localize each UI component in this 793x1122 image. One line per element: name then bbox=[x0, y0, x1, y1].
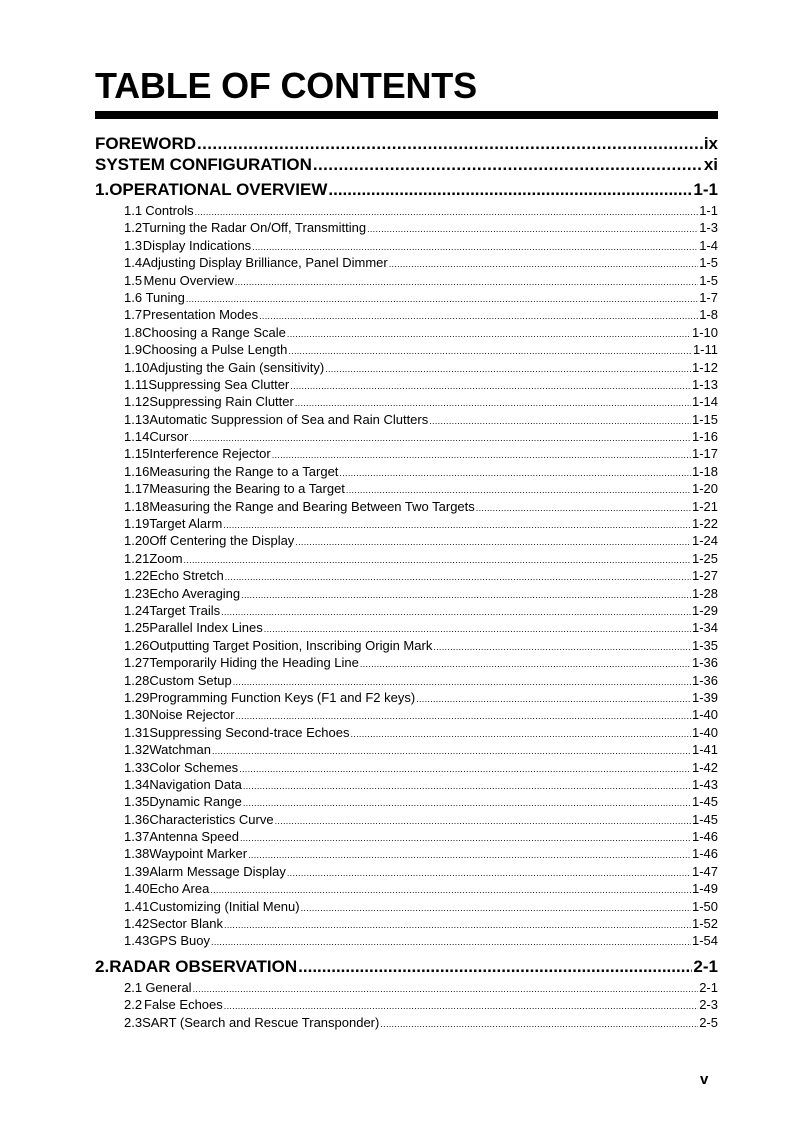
section-page: 1-34 bbox=[691, 620, 718, 636]
section-title: Turning the Radar On/Off, Transmitting bbox=[142, 220, 367, 236]
section-page: 1-13 bbox=[691, 376, 718, 392]
toc-section-entry[interactable] bbox=[95, 306, 718, 323]
chapter-page: 2-1 bbox=[693, 956, 718, 976]
section-title: Parallel Index Lines bbox=[149, 620, 263, 636]
section-title: Automatic Suppression of Sea and Rain Clutters bbox=[149, 411, 429, 427]
toc-section-entry[interactable] bbox=[95, 996, 718, 1013]
section-number: 1.28 bbox=[124, 672, 150, 688]
section-title: Programming Function Keys (F1 and F2 keys) bbox=[149, 689, 416, 705]
section-title: Watchman bbox=[149, 742, 211, 758]
toc-section-entry[interactable] bbox=[95, 880, 718, 897]
section-number: 1.24 bbox=[124, 602, 150, 618]
toc-section-entry[interactable] bbox=[95, 672, 718, 689]
section-page: 1-29 bbox=[691, 602, 718, 618]
section-number: 1.37 bbox=[124, 829, 150, 845]
section-page: 1-5 bbox=[699, 272, 718, 288]
section-page: 1-10 bbox=[691, 324, 718, 340]
toc-section-entry[interactable] bbox=[95, 393, 718, 410]
section-number: 1.20 bbox=[124, 533, 150, 549]
chapter-title: RADAR OBSERVATION bbox=[109, 956, 298, 976]
section-title: Customizing (Initial Menu) bbox=[149, 898, 300, 914]
section-page: 1-43 bbox=[691, 776, 718, 792]
section-title: Waypoint Marker bbox=[149, 846, 248, 862]
section-page: 1-8 bbox=[699, 307, 718, 323]
toc-section-entry[interactable] bbox=[95, 741, 718, 758]
section-number: 1.31 bbox=[124, 724, 150, 740]
section-title: Outputting Target Position, Inscribing Origin Mark bbox=[149, 637, 433, 653]
section-page: 1-35 bbox=[691, 637, 718, 653]
title-rule bbox=[95, 111, 718, 119]
section-title: Color Schemes bbox=[149, 759, 239, 775]
section-page: 1-4 bbox=[699, 237, 718, 253]
section-number: 1.23 bbox=[124, 585, 150, 601]
section-title: Choosing a Range Scale bbox=[142, 324, 286, 340]
section-title: Dynamic Range bbox=[149, 794, 242, 810]
section-number: 1.33 bbox=[124, 759, 150, 775]
section-title: False Echoes bbox=[144, 997, 223, 1013]
chapter-1-sections bbox=[95, 202, 718, 950]
dot-leader bbox=[197, 133, 703, 154]
toc-entry-system-configuration[interactable] bbox=[95, 154, 718, 175]
toc-section-entry[interactable] bbox=[95, 602, 718, 619]
section-page: 1-47 bbox=[691, 863, 718, 879]
section-number: 1.1 bbox=[124, 203, 143, 218]
toc-section-entry[interactable] bbox=[95, 567, 718, 584]
dot-leader bbox=[313, 154, 703, 175]
toc-section-entry[interactable] bbox=[95, 724, 718, 741]
section-page: 1-18 bbox=[691, 463, 718, 479]
section-title: Presentation Modes bbox=[142, 307, 259, 323]
section-title: GPS Buoy bbox=[149, 933, 211, 949]
chapter-number: 1. bbox=[95, 180, 110, 199]
section-page: 1-54 bbox=[691, 933, 718, 949]
section-number: 1.12 bbox=[124, 394, 150, 410]
section-page: 1-11 bbox=[692, 342, 718, 358]
section-page: 1-45 bbox=[691, 811, 718, 827]
section-title: Navigation Data bbox=[149, 776, 242, 792]
section-title: Antenna Speed bbox=[149, 829, 239, 845]
section-number: 1.9 bbox=[124, 342, 143, 358]
toc-section-entry[interactable] bbox=[95, 845, 718, 862]
toc-section-entry[interactable] bbox=[95, 219, 718, 236]
entry-page: ix bbox=[703, 134, 718, 153]
dot-leader bbox=[211, 932, 691, 951]
toc-section-entry[interactable] bbox=[95, 863, 718, 880]
section-number: 1.7 bbox=[124, 307, 143, 323]
section-number: 2.3 bbox=[124, 1014, 143, 1030]
section-page: 1-42 bbox=[691, 759, 718, 775]
section-number: 1.29 bbox=[124, 689, 150, 705]
toc-section-entry[interactable] bbox=[95, 428, 718, 445]
section-title: Measuring the Range to a Target bbox=[149, 463, 339, 479]
chapter-title: OPERATIONAL OVERVIEW bbox=[109, 180, 328, 199]
section-number: 1.14 bbox=[124, 429, 150, 445]
toc-section-entry[interactable] bbox=[95, 706, 718, 723]
toc-entry-foreword[interactable] bbox=[95, 133, 718, 154]
section-title: Menu Overview bbox=[143, 272, 234, 288]
section-page: 1-40 bbox=[691, 707, 718, 723]
section-number: 1.32 bbox=[124, 742, 150, 758]
page-title: TABLE OF CONTENTS bbox=[95, 65, 477, 106]
toc-section-entry[interactable] bbox=[95, 898, 718, 915]
section-page: 1-16 bbox=[691, 429, 718, 445]
toc-section-entry[interactable] bbox=[95, 828, 718, 845]
toc-section-entry[interactable] bbox=[95, 654, 718, 671]
toc-chapter-2[interactable] bbox=[95, 956, 718, 978]
chapter-2-sections bbox=[95, 979, 718, 1031]
section-title: Temporarily Hiding the Heading Line bbox=[149, 655, 359, 671]
toc-section-entry[interactable] bbox=[95, 254, 718, 271]
dot-leader bbox=[328, 179, 692, 201]
section-title: Alarm Message Display bbox=[149, 863, 286, 879]
section-title: General bbox=[145, 979, 192, 995]
section-title: Display Indications bbox=[142, 237, 252, 253]
toc-chapter-1[interactable] bbox=[95, 179, 718, 201]
section-number: 1.21 bbox=[124, 550, 150, 566]
toc-section-entry[interactable] bbox=[95, 237, 718, 254]
section-page: 1-5 bbox=[699, 255, 718, 271]
section-number: 1.8 bbox=[124, 324, 143, 340]
dot-leader bbox=[380, 1014, 698, 1033]
section-number: 1.22 bbox=[124, 568, 150, 584]
section-page: 1-28 bbox=[691, 585, 718, 601]
section-number: 1.43 bbox=[124, 933, 150, 949]
toc-section-entry[interactable] bbox=[95, 376, 718, 393]
section-number: 1.6 bbox=[124, 289, 143, 305]
toc-section-entry[interactable] bbox=[95, 411, 718, 428]
section-title: Controls bbox=[145, 203, 194, 218]
section-number: 1.16 bbox=[124, 463, 150, 479]
section-number: 1.35 bbox=[124, 794, 150, 810]
section-page: 1-21 bbox=[691, 498, 718, 514]
section-number: 1.11 bbox=[124, 376, 149, 392]
section-number: 1.40 bbox=[124, 881, 150, 897]
section-title: Echo Stretch bbox=[149, 568, 224, 584]
chapter-page: 1-1 bbox=[693, 180, 718, 199]
toc-section-entry[interactable] bbox=[95, 793, 718, 810]
section-title: Noise Rejector bbox=[149, 707, 235, 723]
section-number: 1.26 bbox=[124, 637, 150, 653]
section-number: 1.36 bbox=[124, 811, 150, 827]
toc-section-entry[interactable] bbox=[95, 289, 718, 306]
section-title: Measuring the Range and Bearing Between Two Targets bbox=[149, 498, 475, 514]
section-number: 1.10 bbox=[124, 359, 150, 375]
toc-section-entry[interactable] bbox=[95, 359, 718, 376]
section-title: Echo Averaging bbox=[149, 585, 241, 601]
section-page: 1-27 bbox=[691, 568, 718, 584]
chapter-number: 2. bbox=[95, 956, 110, 976]
toc-section-entry[interactable] bbox=[95, 585, 718, 602]
section-title: Target Alarm bbox=[149, 516, 223, 532]
toc-section-entry[interactable] bbox=[95, 979, 718, 996]
section-page: 1-46 bbox=[691, 829, 718, 845]
toc-section-entry[interactable] bbox=[95, 550, 718, 567]
section-page: 1-52 bbox=[691, 916, 718, 932]
section-number: 1.25 bbox=[124, 620, 150, 636]
toc-section-entry[interactable] bbox=[95, 324, 718, 341]
section-number: 1.42 bbox=[124, 916, 150, 932]
section-page: 1-46 bbox=[691, 846, 718, 862]
toc-section-entry[interactable] bbox=[95, 637, 718, 654]
section-number: 1.5 bbox=[124, 272, 143, 288]
section-number: 1.30 bbox=[124, 707, 150, 723]
section-page: 1-1 bbox=[699, 203, 718, 218]
section-page: 2-3 bbox=[699, 997, 718, 1013]
section-title: Cursor bbox=[149, 429, 189, 445]
section-page: 1-40 bbox=[691, 724, 718, 740]
section-number: 1.18 bbox=[124, 498, 150, 514]
section-title: SART (Search and Rescue Transponder) bbox=[142, 1014, 380, 1030]
toc-section-entry[interactable] bbox=[95, 202, 718, 219]
section-number: 1.15 bbox=[124, 446, 150, 462]
section-number: 1.19 bbox=[124, 516, 150, 532]
toc-section-entry[interactable] bbox=[95, 932, 718, 949]
section-number: 2.1 bbox=[124, 979, 143, 995]
toc-section-entry[interactable] bbox=[95, 1014, 718, 1031]
section-page: 1-49 bbox=[691, 881, 718, 897]
section-title: Suppressing Second-trace Echoes bbox=[149, 724, 350, 740]
toc-section-entry[interactable] bbox=[95, 689, 718, 706]
toc-section-entry[interactable] bbox=[95, 759, 718, 776]
section-title: Echo Area bbox=[149, 881, 210, 897]
section-page: 1-15 bbox=[691, 411, 718, 427]
section-title: Characteristics Curve bbox=[149, 811, 274, 827]
toc-section-entry[interactable] bbox=[95, 811, 718, 828]
section-title: Measuring the Bearing to a Target bbox=[149, 481, 345, 497]
section-number: 1.27 bbox=[124, 655, 150, 671]
section-page: 1-36 bbox=[691, 672, 718, 688]
section-title: Suppressing Sea Clutter bbox=[148, 376, 290, 392]
section-title: Sector Blank bbox=[149, 916, 224, 932]
toc-section-entry[interactable] bbox=[95, 272, 718, 289]
toc-section-entry[interactable] bbox=[95, 445, 718, 462]
section-page: 1-41 bbox=[691, 742, 718, 758]
section-number: 1.41 bbox=[124, 898, 150, 914]
section-title: Custom Setup bbox=[149, 672, 232, 688]
section-title: Adjusting the Gain (sensitivity) bbox=[149, 359, 325, 375]
entry-title: SYSTEM CONFIGURATION bbox=[95, 155, 312, 174]
section-number: 1.38 bbox=[124, 846, 150, 862]
section-page: 1-45 bbox=[691, 794, 718, 810]
section-page: 1-12 bbox=[691, 359, 718, 375]
section-page: 2-1 bbox=[699, 979, 718, 995]
dot-leader bbox=[298, 956, 692, 978]
toc-section-entry[interactable] bbox=[95, 498, 718, 515]
section-title: Adjusting Display Brilliance, Panel Dimmer bbox=[142, 255, 388, 271]
toc-section-entry[interactable] bbox=[95, 915, 718, 932]
section-page: 1-3 bbox=[699, 220, 718, 236]
section-page: 1-14 bbox=[691, 394, 718, 410]
toc-section-entry[interactable] bbox=[95, 619, 718, 636]
section-page: 1-39 bbox=[691, 689, 718, 705]
toc-section-entry[interactable] bbox=[95, 776, 718, 793]
section-number: 1.13 bbox=[124, 411, 150, 427]
section-page: 2-5 bbox=[699, 1014, 718, 1030]
section-page: 1-20 bbox=[691, 481, 718, 497]
section-page: 1-17 bbox=[691, 446, 718, 462]
section-title: Tuning bbox=[145, 289, 185, 305]
section-title: Target Trails bbox=[149, 602, 221, 618]
section-number: 1.17 bbox=[124, 481, 150, 497]
page-number: v bbox=[700, 1071, 709, 1088]
entry-page: xi bbox=[703, 155, 718, 174]
entry-title: FOREWORD bbox=[95, 134, 197, 153]
section-title: Suppressing Rain Clutter bbox=[149, 394, 294, 410]
section-page: 1-24 bbox=[691, 533, 718, 549]
section-number: 1.34 bbox=[124, 776, 150, 792]
section-page: 1-50 bbox=[691, 898, 718, 914]
toc-section-entry[interactable] bbox=[95, 515, 718, 532]
section-page: 1-25 bbox=[691, 550, 718, 566]
toc bbox=[95, 133, 718, 1031]
section-number: 1.2 bbox=[124, 220, 143, 236]
toc-section-entry[interactable] bbox=[95, 532, 718, 549]
section-title: Off Centering the Display bbox=[149, 533, 295, 549]
toc-section-entry[interactable] bbox=[95, 480, 718, 497]
section-page: 1-36 bbox=[691, 655, 718, 671]
toc-section-entry[interactable] bbox=[95, 463, 718, 480]
section-number: 2.2 bbox=[124, 997, 143, 1013]
section-number: 1.39 bbox=[124, 863, 150, 879]
section-page: 1-22 bbox=[691, 516, 718, 532]
section-number: 1.3 bbox=[124, 237, 143, 253]
section-title: Interference Rejector bbox=[149, 446, 271, 462]
section-page: 1-7 bbox=[699, 289, 718, 305]
toc-section-entry[interactable] bbox=[95, 341, 718, 358]
section-number: 1.4 bbox=[124, 255, 143, 271]
section-title: Zoom bbox=[149, 550, 183, 566]
section-title: Choosing a Pulse Length bbox=[142, 342, 288, 358]
